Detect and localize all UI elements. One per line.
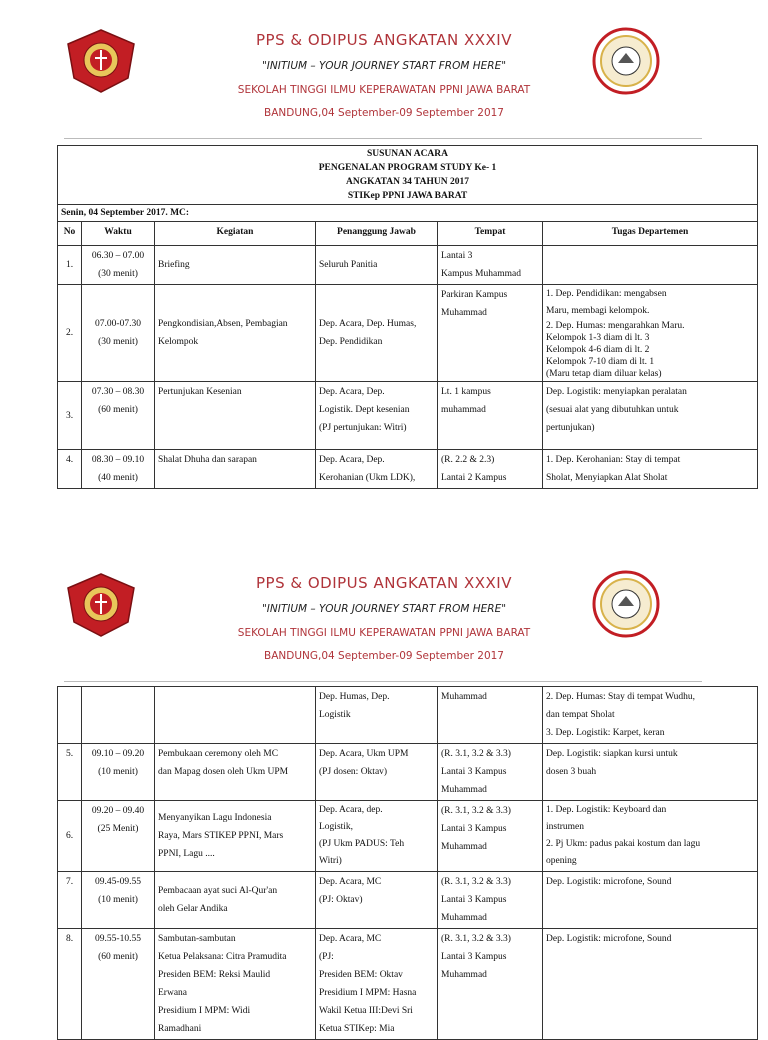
pic-line: (PJ dosen: Oktav) xyxy=(319,767,388,777)
task-line: dan tempat Sholat xyxy=(546,710,615,720)
task-line: instrumen xyxy=(546,822,584,832)
activity-line: Sambutan-sambutan xyxy=(158,934,236,944)
pic-line: Ketua STIKep: Mia xyxy=(319,1024,395,1034)
activity-cell: Pertunjukan Kesenian xyxy=(155,382,316,450)
task-line: opening xyxy=(546,856,577,866)
task-cell xyxy=(543,687,758,744)
time-range: 06.30 – 07.00 xyxy=(91,251,145,261)
row-number: 6. xyxy=(58,801,82,872)
task-cell xyxy=(543,744,758,801)
task-line: Sholat, Menyiapkan Alat Sholat xyxy=(546,473,668,483)
task-cell xyxy=(543,382,758,450)
duration: (10 menit) xyxy=(98,767,138,777)
activity-line: Ketua Pelaksana: Citra Pramudita xyxy=(158,952,287,962)
activity-cell xyxy=(155,872,316,929)
pic-line: (PJ: Oktav) xyxy=(319,895,363,905)
pic-cell xyxy=(316,744,438,801)
task-line: Dep. Logistik: menyiapkan peralatan xyxy=(546,387,687,397)
event-tagline: "INITIUM – YOUR JOURNEY START FROM HERE" xyxy=(261,60,507,72)
pic-line: (PJ: xyxy=(319,952,334,962)
pic-line: Dep. Acara, MC xyxy=(319,934,382,944)
place-line: Muhammad xyxy=(441,913,487,923)
activity-cell: Briefing xyxy=(155,246,316,285)
task-line: Maru, membagi kelompok. xyxy=(546,306,650,316)
table-row xyxy=(58,450,758,489)
pic-line: Logistik, xyxy=(319,822,354,832)
task-line: 1. Dep. Pendidikan: mengabsen xyxy=(546,289,667,299)
activity-line: Erwana xyxy=(158,988,188,998)
row-number: 8. xyxy=(58,929,82,1040)
row-number: 4. xyxy=(58,450,82,489)
duration: (30 menit) xyxy=(98,269,138,279)
event-dates: BANDUNG,04 September-09 September 2017 xyxy=(264,650,504,662)
task-line: 1. Dep. Kerohanian: Stay di tempat xyxy=(546,455,681,465)
pic-line: Logistik xyxy=(319,710,351,720)
pic-cell xyxy=(316,382,438,450)
duration: (30 menit) xyxy=(98,337,138,347)
place-line: Lt. 1 kampus xyxy=(441,387,491,397)
place-line: Parkiran Kampus xyxy=(441,290,508,300)
place-line: Muhammad xyxy=(441,785,487,795)
pic-line: Presidium I MPM: Hasna xyxy=(319,988,417,998)
activity-cell: Shalat Dhuha dan sarapan xyxy=(155,450,316,489)
table-row xyxy=(58,872,758,929)
table-row xyxy=(58,929,758,1040)
table-row xyxy=(58,687,758,744)
place-cell xyxy=(438,872,543,929)
task-cell xyxy=(543,285,758,382)
activity-cell xyxy=(155,285,316,382)
pic-line: (PJ Ukm PADUS: Teh xyxy=(319,839,405,849)
place-line: Kampus Muhammad xyxy=(441,269,521,279)
place-line: Lantai 3 xyxy=(441,251,473,261)
place-cell xyxy=(438,801,543,872)
pic-cell xyxy=(316,929,438,1040)
task-cell xyxy=(543,246,758,285)
table-row xyxy=(58,382,758,450)
pic-cell xyxy=(316,801,438,872)
activity-line: Menyanyikan Lagu Indonesia xyxy=(158,813,272,823)
pic-line: Wakil Ketua III:Devi Sri xyxy=(319,1006,413,1016)
pic-line: Dep. Acara, Dep. Humas, xyxy=(319,319,417,329)
pic-line: Dep. Acara, Dep. xyxy=(319,387,385,397)
pic-line: Dep. Acara, Ukm UPM xyxy=(319,749,409,759)
pic-line: Dep. Acara, MC xyxy=(319,877,382,887)
pic-line: Dep. Humas, Dep. xyxy=(319,692,390,702)
task-line: pertunjukan) xyxy=(546,423,595,433)
col-header-no: No xyxy=(58,222,82,246)
activity-cell xyxy=(155,744,316,801)
pic-line: Dep. Pendidikan xyxy=(319,337,383,347)
row-number: 1. xyxy=(58,246,82,285)
task-cell xyxy=(543,450,758,489)
activity-cell xyxy=(155,801,316,872)
place-line: Lantai 3 Kampus xyxy=(441,767,507,777)
heading-line: SUSUNAN ACARA xyxy=(366,149,449,159)
place-cell xyxy=(438,382,543,450)
time-cell xyxy=(82,872,155,929)
pic-cell xyxy=(316,687,438,744)
row-number: 3. xyxy=(58,382,82,450)
pic-line: Logistik. Dept kesenian xyxy=(319,405,410,415)
activity-line: PPNI, Lagu .... xyxy=(158,849,215,859)
col-header-tempat: Tempat xyxy=(438,222,543,246)
activity-line: Raya, Mars STIKEP PPNI, Mars xyxy=(158,831,284,841)
row-number: 5. xyxy=(58,744,82,801)
task-line: Kelompok 4-6 diam di lt. 2 xyxy=(546,345,650,355)
heading-line: STIKep PPNI JAWA BARAT xyxy=(347,191,468,201)
pic-cell: Seluruh Panitia xyxy=(316,246,438,285)
pic-line: (PJ pertunjukan: Witri) xyxy=(319,423,407,433)
time-cell xyxy=(82,450,155,489)
pic-cell xyxy=(316,285,438,382)
time-range: 08.30 – 09.10 xyxy=(91,455,145,465)
col-header-waktu: Waktu xyxy=(82,222,155,246)
row-number xyxy=(58,687,82,744)
pic-cell xyxy=(316,872,438,929)
activity-line: Presidium I MPM: Widi xyxy=(158,1006,251,1016)
task-line: (sesuai alat yang dibutuhkan untuk xyxy=(546,405,679,415)
school-name: SEKOLAH TINGGI ILMU KEPERAWATAN PPNI JAWA BARAT xyxy=(237,84,531,96)
activity-line: Pembacaan ayat suci Al-Qur'an xyxy=(158,886,278,896)
duration: (40 menit) xyxy=(98,473,138,483)
place-line: Muhammad xyxy=(441,842,487,852)
time-range: 07.30 – 08.30 xyxy=(91,387,145,397)
time-cell xyxy=(82,929,155,1040)
place-line: Lantai 3 Kampus xyxy=(441,824,507,834)
place-cell xyxy=(438,246,543,285)
place-line: Muhammad xyxy=(441,970,487,980)
schedule-table-2 xyxy=(57,686,758,1040)
right-logo-icon xyxy=(592,27,660,95)
heading-line: PENGENALAN PROGRAM STUDY Ke- 1 xyxy=(318,163,497,173)
place-line: Lantai 3 Kampus xyxy=(441,952,507,962)
task-line: dosen 3 buah xyxy=(546,767,597,777)
task-line: 3. Dep. Logistik: Karpet, keran xyxy=(546,728,665,738)
duration: (10 menit) xyxy=(98,895,138,905)
event-dates: BANDUNG,04 September-09 September 2017 xyxy=(264,107,504,119)
task-line: 2. Dep. Humas: Stay di tempat Wudhu, xyxy=(546,692,696,702)
time-cell xyxy=(82,382,155,450)
activity-cell xyxy=(155,687,316,744)
row-number: 2. xyxy=(58,285,82,382)
col-header-penanggung-jawab: Penanggung Jawab xyxy=(316,222,438,246)
table-title-cell xyxy=(58,146,758,205)
pic-line: Witri) xyxy=(319,856,342,866)
duration: (60 menit) xyxy=(98,405,138,415)
place-cell xyxy=(438,744,543,801)
event-title: PPS & ODIPUS ANGKATAN XXXIV xyxy=(256,574,512,592)
pic-line: Dep. Acara, dep. xyxy=(319,805,383,815)
activity-line: Ramadhani xyxy=(158,1024,202,1034)
activity-line: Kelompok xyxy=(158,337,199,347)
activity-line: Pembukaan ceremony oleh MC xyxy=(158,749,279,759)
activity-line: Presiden BEM: Reksi Maulid xyxy=(158,970,271,980)
task-line: 2. Pj Ukm: padus pakai kostum dan lagu xyxy=(546,839,701,849)
heading-line: ANGKATAN 34 TAHUN 2017 xyxy=(345,177,470,187)
place-line: Lantai 2 Kampus xyxy=(441,473,507,483)
task-cell: Dep. Logistik: microfone, Sound xyxy=(543,872,758,929)
time-cell xyxy=(82,246,155,285)
place-line: (R. 2.2 & 2.3) xyxy=(441,455,495,465)
task-line: (Maru tetap diam diluar kelas) xyxy=(546,369,662,379)
place-line: (R. 3.1, 3.2 & 3.3) xyxy=(441,749,511,759)
pic-line: Presiden BEM: Oktav xyxy=(319,970,403,980)
day-row xyxy=(58,205,758,222)
task-line: Kelompok 1-3 diam di lt. 3 xyxy=(546,333,650,343)
row-number: 7. xyxy=(58,872,82,929)
header-divider xyxy=(64,138,702,139)
time-cell xyxy=(82,687,155,744)
header-divider xyxy=(64,681,702,682)
task-line: Dep. Logistik: siapkan kursi untuk xyxy=(546,749,678,759)
table-row xyxy=(58,801,758,872)
place-cell xyxy=(438,285,543,382)
table-row xyxy=(58,285,758,382)
col-header-tugas: Tugas Departemen xyxy=(543,222,758,246)
time-cell xyxy=(82,744,155,801)
task-line: 1. Dep. Logistik: Keyboard dan xyxy=(546,805,667,815)
place-line: Muhammad xyxy=(441,308,487,318)
duration: (25 Menit) xyxy=(97,824,139,834)
place-line: (R. 3.1, 3.2 & 3.3) xyxy=(441,806,511,816)
table-title-row xyxy=(58,146,758,205)
place-cell xyxy=(438,450,543,489)
event-tagline: "INITIUM – YOUR JOURNEY START FROM HERE" xyxy=(261,603,507,615)
table-row xyxy=(58,744,758,801)
right-logo-icon xyxy=(592,570,660,638)
col-header-kegiatan: Kegiatan xyxy=(155,222,316,246)
place-cell: Muhammad xyxy=(438,687,543,744)
time-cell xyxy=(82,801,155,872)
time-range: 09.55-10.55 xyxy=(95,934,141,944)
pic-cell xyxy=(316,450,438,489)
time-range: 09.10 – 09.20 xyxy=(91,749,145,759)
time-range: 09.45-09.55 xyxy=(95,877,141,887)
place-cell xyxy=(438,929,543,1040)
pic-line: Kerohanian (Ukm LDK), xyxy=(319,473,416,483)
pic-line: Dep. Acara, Dep. xyxy=(319,455,385,465)
place-line: (R. 3.1, 3.2 & 3.3) xyxy=(441,934,511,944)
column-header-row xyxy=(58,222,758,246)
school-name: SEKOLAH TINGGI ILMU KEPERAWATAN PPNI JAWA BARAT xyxy=(237,627,531,639)
table-row xyxy=(58,246,758,285)
task-line: 2. Dep. Humas: mengarahkan Maru. xyxy=(546,321,685,331)
duration: (60 menit) xyxy=(98,952,138,962)
task-line: Kelompok 7-10 diam di lt. 1 xyxy=(546,357,655,367)
task-cell xyxy=(543,801,758,872)
schedule-table-1 xyxy=(57,145,758,489)
time-cell xyxy=(82,285,155,382)
place-line: muhammad xyxy=(441,405,486,415)
activity-line: oleh Gelar Andika xyxy=(158,904,228,914)
activity-line: dan Mapag dosen oleh Ukm UPM xyxy=(158,767,289,777)
place-line: (R. 3.1, 3.2 & 3.3) xyxy=(441,877,511,887)
event-title: PPS & ODIPUS ANGKATAN XXXIV xyxy=(256,31,512,49)
day-label: Senin, 04 September 2017. MC: xyxy=(58,205,758,222)
time-range: 07.00-07.30 xyxy=(95,319,141,329)
time-range: 09.20 – 09.40 xyxy=(91,806,145,816)
activity-cell xyxy=(155,929,316,1040)
place-line: Lantai 3 Kampus xyxy=(441,895,507,905)
task-cell: Dep. Logistik: microfone, Sound xyxy=(543,929,758,1040)
activity-line: Pengkondisian,Absen, Pembagian xyxy=(158,319,288,329)
